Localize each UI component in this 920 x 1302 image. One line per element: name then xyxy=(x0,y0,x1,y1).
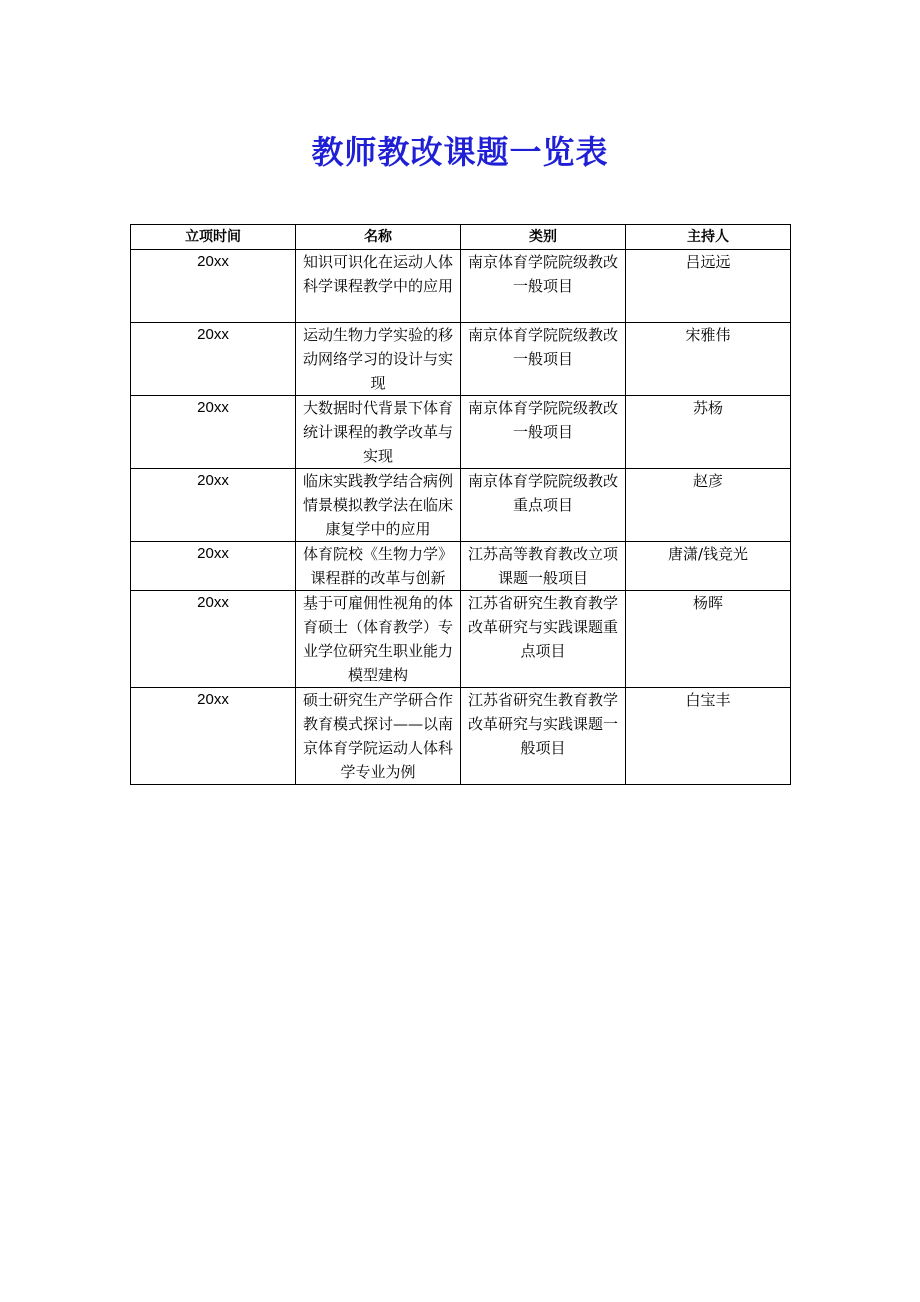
table-row xyxy=(131,396,791,469)
cell-name: 知识可识化在运动人体科学课程教学中的应用 xyxy=(296,250,461,323)
cell-type: 江苏高等教育教改立项课题一般项目 xyxy=(461,542,626,591)
cell-year: 20xx xyxy=(131,323,296,396)
cell-name: 运动生物力学实验的移动网络学习的设计与实现 xyxy=(296,323,461,396)
cell-name: 临床实践教学结合病例情景模拟教学法在临床康复学中的应用 xyxy=(296,469,461,542)
cell-type: 江苏省研究生教育教学改革研究与实践课题一般项目 xyxy=(461,688,626,785)
table-row xyxy=(131,250,791,323)
cell-year: 20xx xyxy=(131,542,296,591)
cell-year: 20xx xyxy=(131,396,296,469)
cell-host: 苏杨 xyxy=(626,396,791,469)
cell-year: 20xx xyxy=(131,688,296,785)
header-type: 类别 xyxy=(461,225,626,250)
cell-host: 宋雅伟 xyxy=(626,323,791,396)
table-row xyxy=(131,542,791,591)
cell-host: 杨晖 xyxy=(626,591,791,688)
header-host: 主持人 xyxy=(626,225,791,250)
cell-name: 体育院校《生物力学》课程群的改革与创新 xyxy=(296,542,461,591)
cell-name: 硕士研究生产学研合作教育模式探讨——以南京体育学院运动人体科学专业为例 xyxy=(296,688,461,785)
cell-type: 南京体育学院院级教改重点项目 xyxy=(461,469,626,542)
cell-type: 南京体育学院院级教改一般项目 xyxy=(461,323,626,396)
cell-year: 20xx xyxy=(131,469,296,542)
cell-type: 南京体育学院院级教改一般项目 xyxy=(461,396,626,469)
cell-name: 大数据时代背景下体育统计课程的教学改革与实现 xyxy=(296,396,461,469)
table-row xyxy=(131,469,791,542)
page-title: 教师教改课题一览表 xyxy=(311,133,609,171)
cell-host: 唐潇/钱竞光 xyxy=(626,542,791,591)
table-row xyxy=(131,323,791,396)
cell-type: 南京体育学院院级教改一般项目 xyxy=(461,250,626,323)
project-table xyxy=(130,224,791,785)
table-row xyxy=(131,591,791,688)
cell-year: 20xx xyxy=(131,250,296,323)
table-header-row xyxy=(131,225,791,250)
cell-host: 赵彦 xyxy=(626,469,791,542)
cell-host: 吕远远 xyxy=(626,250,791,323)
cell-year: 20xx xyxy=(131,591,296,688)
cell-host: 白宝丰 xyxy=(626,688,791,785)
table-row xyxy=(131,688,791,785)
header-year: 立项时间 xyxy=(131,225,296,250)
cell-type: 江苏省研究生教育教学改革研究与实践课题重点项目 xyxy=(461,591,626,688)
cell-name: 基于可雇佣性视角的体育硕士（体育教学）专业学位研究生职业能力模型建构 xyxy=(296,591,461,688)
header-name: 名称 xyxy=(296,225,461,250)
